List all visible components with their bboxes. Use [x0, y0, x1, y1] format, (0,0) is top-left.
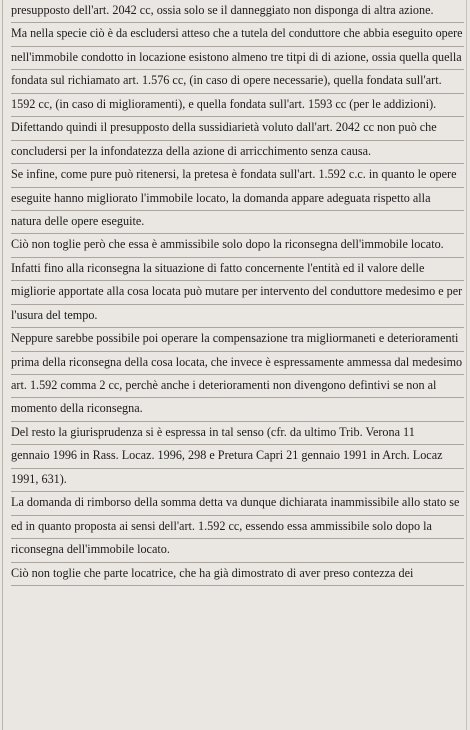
text-line: Ciò non toglie che parte locatrice, che ha già dimostrato di aver preso contezza dei [11, 563, 464, 586]
text-line: riconsegna dell'immobile locato. [11, 539, 464, 562]
text-line: Ciò non toglie però che essa è ammissibile solo dopo la riconsegna dell'immobile locato. [11, 234, 464, 257]
text-line: Del resto la giurisprudenza si è espressa in tal senso (cfr. da ultimo Trib. Verona 11 [11, 422, 464, 445]
text-line: Ma nella specie ciò è da escludersi atteso che a tutela del conduttore che abbia eseguito opere [11, 23, 464, 46]
text-line: l'usura del tempo. [11, 305, 464, 328]
text-line: prima della riconsegna della cosa locata, che invece è espressamente ammessa dal medesimo [11, 352, 464, 375]
text-line: Se infine, come pure può ritenersi, la pretesa è fondata sull'art. 1.592 c.c. in quanto le opere [11, 164, 464, 187]
text-line: gennaio 1996 in Rass. Locaz. 1996, 298 e Pretura Capri 21 gennaio 1991 in Arch. Locaz [11, 445, 464, 468]
text-line: fondata sul richiamato art. 1.576 cc, (in caso di opere necessarie), quella fondata sull'art. [11, 70, 464, 93]
document-body [11, 0, 464, 586]
text-line: ed in quanto proposta ai sensi dell'art. 1.592 cc, essendo essa ammissibile solo dopo la [11, 516, 464, 539]
text-line: eseguite hanno migliorato l'immobile locato, la domanda appare adeguata rispetto alla [11, 188, 464, 211]
text-line: La domanda di rimborso della somma detta va dunque dichiarata inammissibile allo stato se [11, 492, 464, 515]
text-line: Difettando quindi il presupposto della sussidiarietà voluto dall'art. 2042 cc non può che [11, 117, 464, 140]
text-line: Neppure sarebbe possibile poi operare la compensazione tra migliormaneti e deterioramenti [11, 328, 464, 351]
right-margin-rule [466, 0, 467, 730]
text-line: art. 1.592 comma 2 cc, perchè anche i deterioramenti non divengono defintivi se non al [11, 375, 464, 398]
text-line: 1991, 631). [11, 469, 464, 492]
text-line: migliorie apportate alla cosa locata può mutare per intervento del conduttore medesimo e per [11, 281, 464, 304]
text-line: presupposto dell'art. 2042 cc, ossia solo se il danneggiato non disponga di altra azione. [11, 0, 464, 23]
text-line: Infatti fino alla riconsegna la situazione di fatto concernente l'entità ed il valore delle [11, 258, 464, 281]
text-line: nell'immobile condotto in locazione esistono almeno tre titpi di di azione, ossia quella quella [11, 47, 464, 70]
text-line: concludersi per la infondatezza della azione di arricchimento senza causa. [11, 141, 464, 164]
text-line: momento della riconsegna. [11, 398, 464, 421]
text-line: 1592 cc, (in caso di miglioramenti), e quella fondata sull'art. 1593 cc (per le addizioni). [11, 94, 464, 117]
text-line: natura delle opere eseguite. [11, 211, 464, 234]
left-margin-rule [2, 0, 3, 730]
